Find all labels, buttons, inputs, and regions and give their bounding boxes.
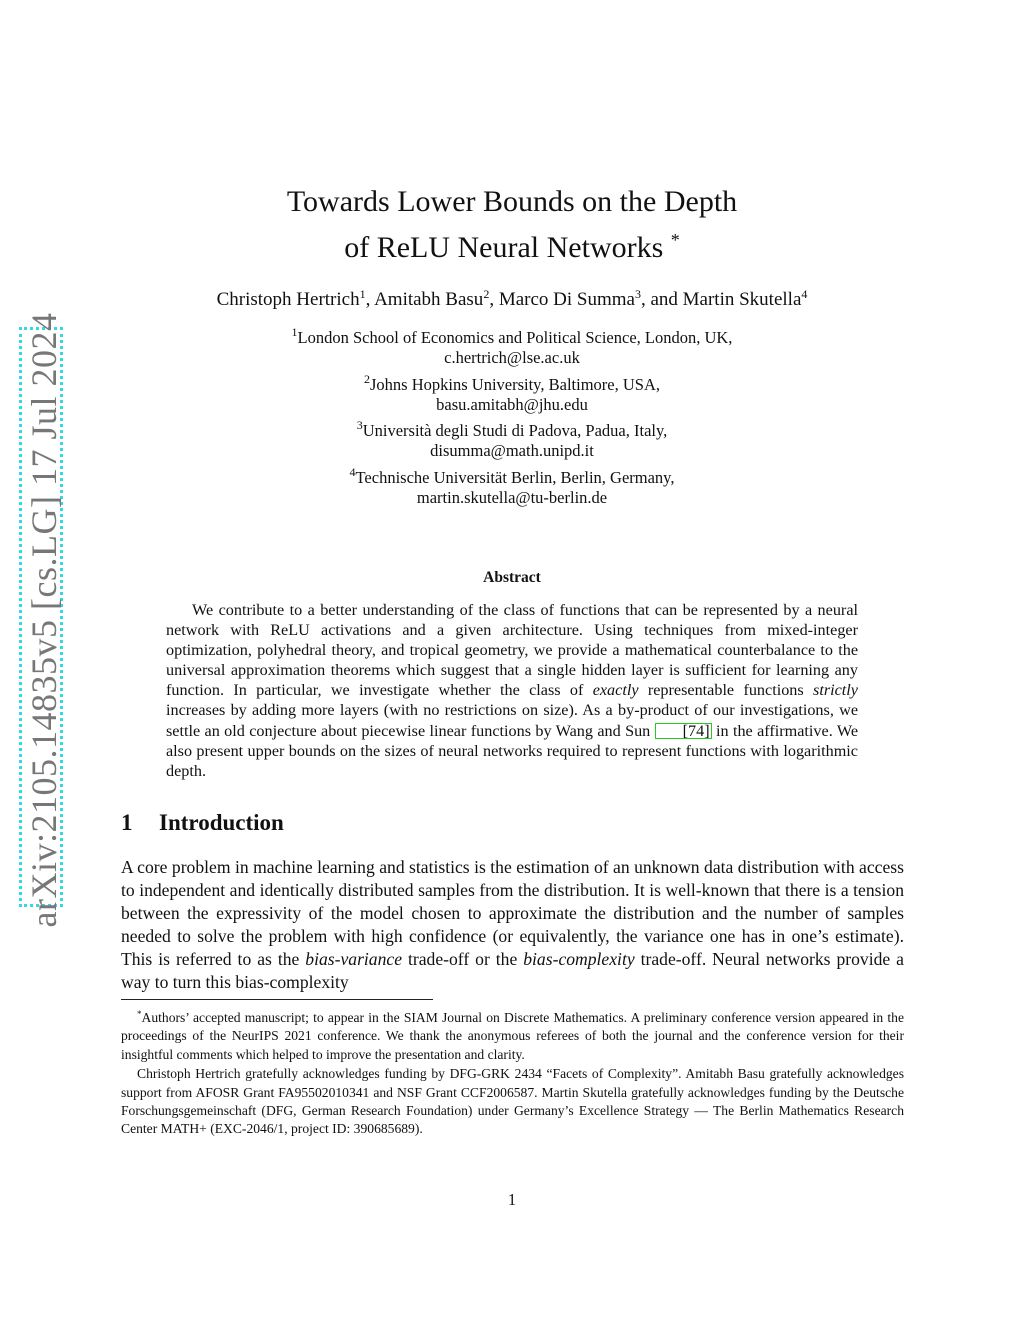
section-number: 1 xyxy=(121,810,133,835)
section-title: Introduction xyxy=(159,810,284,835)
title-line-1: Towards Lower Bounds on the Depth xyxy=(286,185,738,218)
author: Marco Di Summa$^3$ xyxy=(498,287,641,310)
affiliations xyxy=(0,322,1024,508)
intro-paragraph: A core problem in machine learning and statistics is the estimation of an unknown data distribution with access to independent and identically distributed samples from the distribution. It is well-known that there is a tension between the expressivity of the model chosen to approximate the distribution and the number of samples needed to solve the problem with high confidence (or equivalently, the variance one has in one’s estimate). This is referred to as the bias-variance trade-off or the bias-complexity trade-off. Neural networks provide a way to turn this bias-complexity xyxy=(121,857,904,992)
title-line-2 xyxy=(0,221,1024,267)
footnote-divider xyxy=(121,999,433,1000)
author-list: Christoph Hertrich$^1$, Amitabh Basu$^2$, Marco Di Summa$^3$, and Martin Skutella$^4$ xyxy=(216,287,808,310)
author: Martin Skutella$^4$ xyxy=(682,287,808,310)
abstract-text: We contribute to a better understanding of the class of functions that can be represented by a neural network with ReLU activations and a given architecture. Using techniques from mixed-integer optimization, polyhedral theory, and tropical geometry, we provide a mathematical counterbalance to the universal approximation theorems which suggest that a single hidden layer is sufficient for learning any function. In particular, we investigate whether the class of exactly representable functions strictly increases by adding more layers (with no restrictions on size). As a by-product of our investigations, we settle an old conjecture about piecewise linear functions by Wang and Sun [74] in the affirmative. We also present upper bounds on the sizes of neural networks required to represent functions with logarithmic depth. xyxy=(166,601,858,780)
author: Amitabh Basu$^2$ xyxy=(374,287,490,310)
affiliation-institution: $^1$London School of Economics and Political Science, London, UK, xyxy=(291,325,733,347)
footnote: *Authors’ accepted manuscript; to appear in the SIAM Journal on Discrete Mathematics. A preliminary conference version appeared in the proceedings of the NeurIPS 2021 conference. We thank the anonymous referees of both the journal and the conference version for their insightful comments which helped to improve the presentation and clarity. xyxy=(121,1009,904,1062)
affiliation-institution: $^2$Johns Hopkins University, Baltimore, USA, xyxy=(364,371,660,394)
footnotes xyxy=(121,1005,904,1139)
citation-link[interactable]: [74] xyxy=(655,723,712,739)
section-heading xyxy=(121,810,284,836)
page-number: 1 xyxy=(507,1190,517,1209)
affiliation-email[interactable]: disumma@math.unipd.it xyxy=(430,441,594,461)
author: Christoph Hertrich$^1$ xyxy=(216,287,366,310)
title-footnote-mark: * xyxy=(670,230,680,250)
title-line-2-text: of ReLU Neural Networks xyxy=(344,231,664,264)
abstract-heading: Abstract xyxy=(483,569,541,586)
affiliation-email[interactable]: martin.skutella@tu-berlin.de xyxy=(416,488,608,508)
affiliation-institution: $^3$Università degli Studi di Padova, Padua, Italy, xyxy=(356,418,668,441)
paper-title xyxy=(0,183,1024,267)
affiliation-email[interactable]: c.hertrich@lse.ac.uk xyxy=(444,348,580,368)
arxiv-identifier: arXiv:2105.14835v5 [cs.LG] 17 Jul 2024 xyxy=(24,312,64,928)
footnote-funding: Christoph Hertrich gratefully acknowledges funding by DFG-GRK 2434 “Facets of Complexity”. Amitabh Basu gratefully acknowledges support from AFOSR Grant FA95502010341 and NSF Grant CCF2006587. Martin Skutella gratefully acknowledges funding by the Deutsche Forschungsgemeinschaft (DFG, German Research Foundation) under Germany’s Excellence Strategy — The Berlin Mathematics Research Center MATH+ (EXC-2046/1, project ID: 390685689). xyxy=(121,1066,904,1137)
affiliation-email[interactable]: basu.amitabh@jhu.edu xyxy=(436,394,588,414)
affiliation-institution: $^4$Technische Universität Berlin, Berlin, Germany, xyxy=(349,464,675,487)
